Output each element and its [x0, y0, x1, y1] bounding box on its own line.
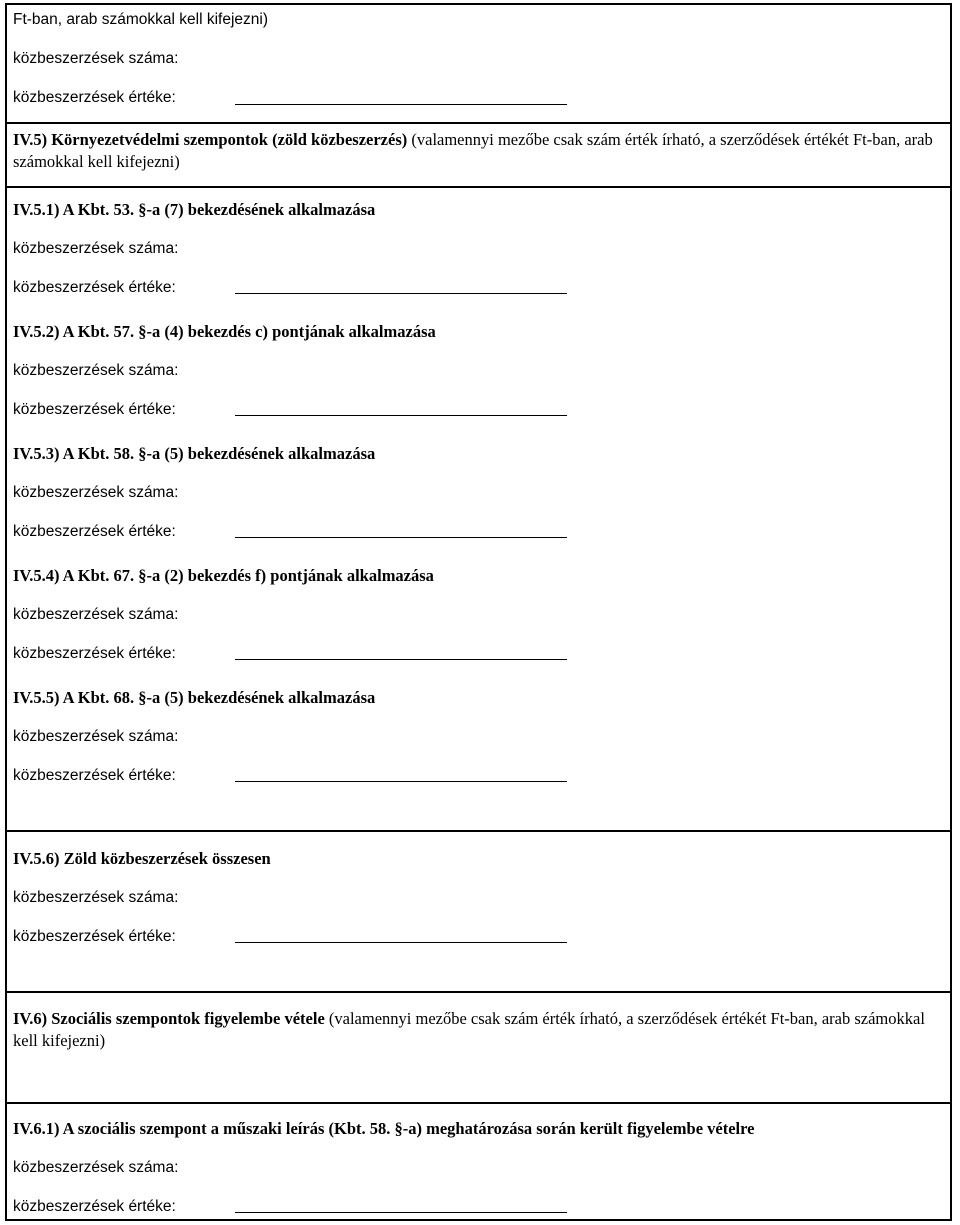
value-input-line[interactable]	[235, 415, 567, 416]
social-title: IV.6.1) A szociális szempont a műszaki leírás (Kbt. 58. §-a) meghatározása során került figyelembe vételre	[13, 1119, 755, 1138]
section-iv5-heading	[13, 129, 933, 173]
value-input-line[interactable]	[235, 293, 567, 294]
section-iv6-heading	[13, 1008, 933, 1052]
count-label: közbeszerzések száma:	[13, 889, 179, 906]
value-label: közbeszerzések értéke:	[13, 928, 176, 945]
value-input-line[interactable]	[235, 104, 567, 105]
count-label: közbeszerzések száma:	[13, 240, 179, 257]
continued-text: Ft-ban, arab számokkal kell kifejezni)	[13, 11, 268, 28]
count-label: közbeszerzések száma:	[13, 728, 179, 745]
section-iv6-title: IV.6) Szociális szempontok figyelembe vétele	[13, 1009, 325, 1028]
section-divider	[7, 991, 950, 993]
subsection-title: IV.5.1) A Kbt. 53. §-a (7) bekezdésének alkalmazása	[13, 200, 376, 219]
total-title: IV.5.6) Zöld közbeszerzések összesen	[13, 849, 271, 868]
count-label: közbeszerzések száma:	[13, 50, 179, 67]
subsection-title: IV.5.2) A Kbt. 57. §-a (4) bekezdés c) pontjának alkalmazása	[13, 322, 436, 341]
value-label: közbeszerzések értéke:	[13, 279, 176, 296]
section-iv6-note: (valamennyi mezőbe csak szám érték írható, a szerződések értékét Ft-ban, arab számokkal kell kifejezni)	[13, 1009, 925, 1050]
value-label: közbeszerzések értéke:	[13, 1198, 176, 1215]
count-label: közbeszerzések száma:	[13, 606, 179, 623]
subsection-title: IV.5.3) A Kbt. 58. §-a (5) bekezdésének alkalmazása	[13, 444, 376, 463]
subsection-title: IV.5.5) A Kbt. 68. §-a (5) bekezdésének alkalmazása	[13, 688, 376, 707]
value-input-line[interactable]	[235, 1212, 567, 1213]
value-label: közbeszerzések értéke:	[13, 767, 176, 784]
section-divider	[7, 830, 950, 832]
value-input-line[interactable]	[235, 942, 567, 943]
form-frame	[5, 3, 952, 1221]
section-divider	[7, 186, 950, 188]
value-input-line[interactable]	[235, 659, 567, 660]
value-input-line[interactable]	[235, 781, 567, 782]
section-iv5-title: IV.5) Környezetvédelmi szempontok (zöld közbeszerzés)	[13, 130, 408, 149]
count-label: közbeszerzések száma:	[13, 1159, 179, 1176]
count-label: közbeszerzések száma:	[13, 484, 179, 501]
count-label: közbeszerzések száma:	[13, 362, 179, 379]
section-divider	[7, 122, 950, 124]
subsection-title: IV.5.4) A Kbt. 67. §-a (2) bekezdés f) pontjának alkalmazása	[13, 566, 434, 585]
value-label: közbeszerzések értéke:	[13, 401, 176, 418]
value-label: közbeszerzések értéke:	[13, 89, 176, 106]
section-iv5-note: (valamennyi mezőbe csak szám érték írható, a szerződések értékét Ft-ban, arab számokkal kell kifejezni)	[13, 130, 933, 171]
value-label: közbeszerzések értéke:	[13, 645, 176, 662]
value-label: közbeszerzések értéke:	[13, 523, 176, 540]
value-input-line[interactable]	[235, 537, 567, 538]
section-divider	[7, 1102, 950, 1104]
